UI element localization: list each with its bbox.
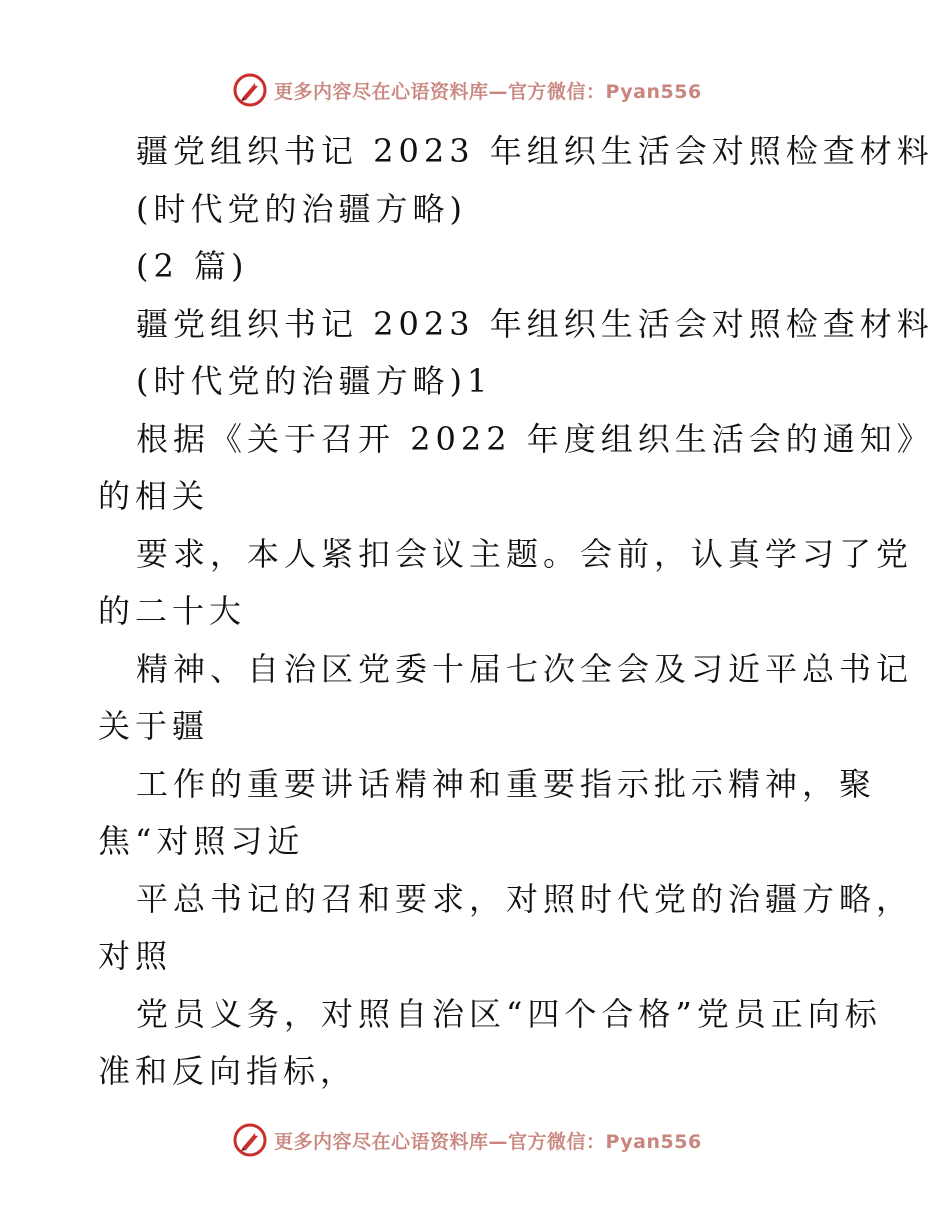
doc-line: (时代党的治疆方略) [136, 189, 467, 228]
doc-line: 焦“对照习近 [98, 822, 305, 860]
doc-line: 的相关 [98, 477, 210, 515]
doc-line: 疆党组织书记 2023 年组织生活会对照检查材料 [136, 132, 934, 170]
footer-banner [232, 1120, 732, 1160]
doc-line: 的二十大 [98, 592, 247, 630]
document-body [98, 123, 934, 1101]
doc-line: 党员义务，对照自治区“四个合格”党员正向标 [136, 994, 882, 1033]
pen-nib-logo-icon [232, 72, 268, 108]
doc-line: (2 篇) [136, 247, 249, 285]
doc-line: 疆党组织书记 2023 年组织生活会对照检查材料 [136, 304, 934, 343]
doc-line: 准和反向指标， [98, 1052, 358, 1090]
doc-line: 精神、自治区党委十届七次全会及习近平总书记 [136, 649, 914, 688]
header-banner [232, 70, 732, 110]
doc-line: 平总书记的召和要求，对照时代党的治疆方略， [136, 879, 914, 918]
doc-line: 对照 [98, 937, 173, 975]
header-banner-text: 更多内容尽在心语资料库—官方微信：Pyan556 [274, 80, 702, 103]
doc-line: (时代党的治疆方略)1 [136, 362, 493, 400]
doc-line: 根据《关于召开 2022 年度组织生活会的通知》 [136, 419, 934, 458]
doc-line: 工作的重要讲话精神和重要指示批示精神，聚 [136, 764, 877, 803]
doc-line: 要求，本人紧扣会议主题。会前，认真学习了党 [136, 534, 914, 573]
doc-line: 关于疆 [98, 707, 210, 745]
pen-nib-logo-icon [232, 1122, 268, 1158]
footer-banner-text: 更多内容尽在心语资料库—官方微信：Pyan556 [274, 1130, 702, 1153]
